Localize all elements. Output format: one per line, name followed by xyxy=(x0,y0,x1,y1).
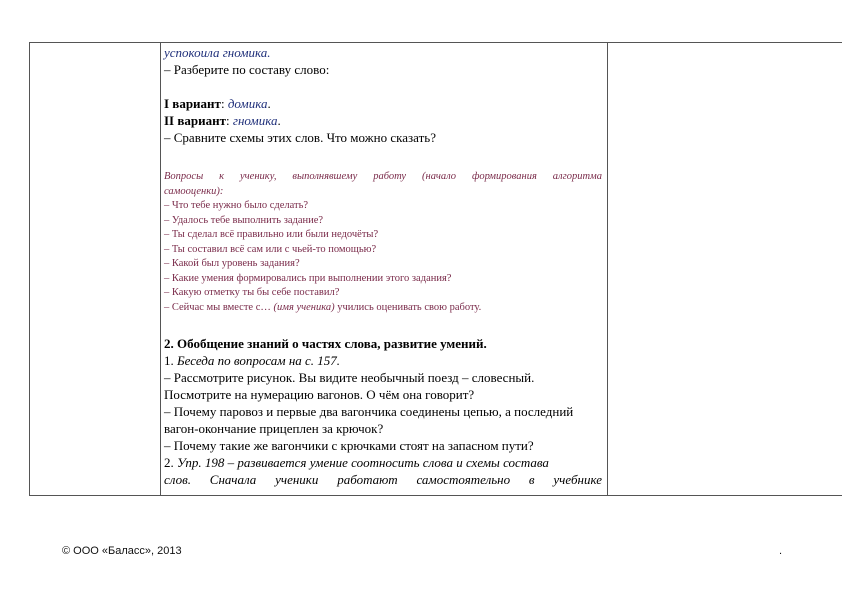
table-column-divider xyxy=(607,43,608,495)
table-column-divider xyxy=(160,43,161,495)
section-heading: 2. Обобщение знаний о частях слова, развитие умений. xyxy=(164,336,487,351)
question-item: – Ты составил всё сам или с чьей-то помощью? xyxy=(164,243,377,255)
lesson-content-cell xyxy=(164,44,602,488)
text-line: вагон-окончание прицеплен за крючок? xyxy=(164,421,384,436)
question-item: – Что тебе нужно было сделать? xyxy=(164,200,309,211)
text-line: слов. Сначала ученики работают самостоятельно в учебнике xyxy=(164,472,602,487)
question-item: – Сейчас мы вместе с… (имя ученика) учились оценивать свою работу. xyxy=(164,301,482,313)
question-item: – Какую отметку ты бы себе поставил? xyxy=(164,287,340,298)
variant-word: домика xyxy=(227,96,268,111)
text-line: – Почему паровоз и первые два вагончика соединены цепью, а последний xyxy=(164,404,574,419)
text-line: – Рассмотрите рисунок. Вы видите необычный поезд – словесный. xyxy=(164,370,535,385)
text-line: 2. Упр. 198 – развивается умение соотносить слова и схемы состава xyxy=(164,455,549,470)
question-item: – Какой был уровень задания? xyxy=(164,258,300,269)
text-line: успокоила гномика. xyxy=(164,45,271,60)
footer-copyright: © ООО «Баласс», 2013 xyxy=(62,545,182,557)
table-border-left xyxy=(29,43,30,495)
footer-mark: . xyxy=(779,545,783,557)
text-line: – Сравните схемы этих слов. Что можно сказать? xyxy=(164,130,436,145)
text-line: 1. Беседа по вопросам на с. 157. xyxy=(164,353,341,368)
self-assessment-title: самооценки): xyxy=(164,185,224,197)
text-line: – Почему такие же вагончики с крючками стоят на запасном пути? xyxy=(164,438,534,453)
text-line: – Разберите по составу слово: xyxy=(164,62,330,77)
variant-label: II вариант xyxy=(164,113,226,128)
variant-2-line: II вариант: гномика. xyxy=(164,113,281,128)
variant-1-line: I вариант: домика. xyxy=(164,96,271,111)
question-item: – Ты сделал всё правильно или были недочёты? xyxy=(164,229,379,240)
question-item: – Какие умения формировались при выполнении этого задания? xyxy=(164,272,452,284)
text-line: Посмотрите на нумерацию вагонов. О чём она говорит? xyxy=(164,387,475,402)
variant-word: гномика xyxy=(232,113,278,128)
self-assessment-title: Вопросы к ученику, выполнявшему работу (начало формирования алгоритма xyxy=(164,171,602,182)
variant-label: I вариант xyxy=(164,96,221,111)
question-item: – Удалось тебе выполнить задание? xyxy=(164,214,324,226)
